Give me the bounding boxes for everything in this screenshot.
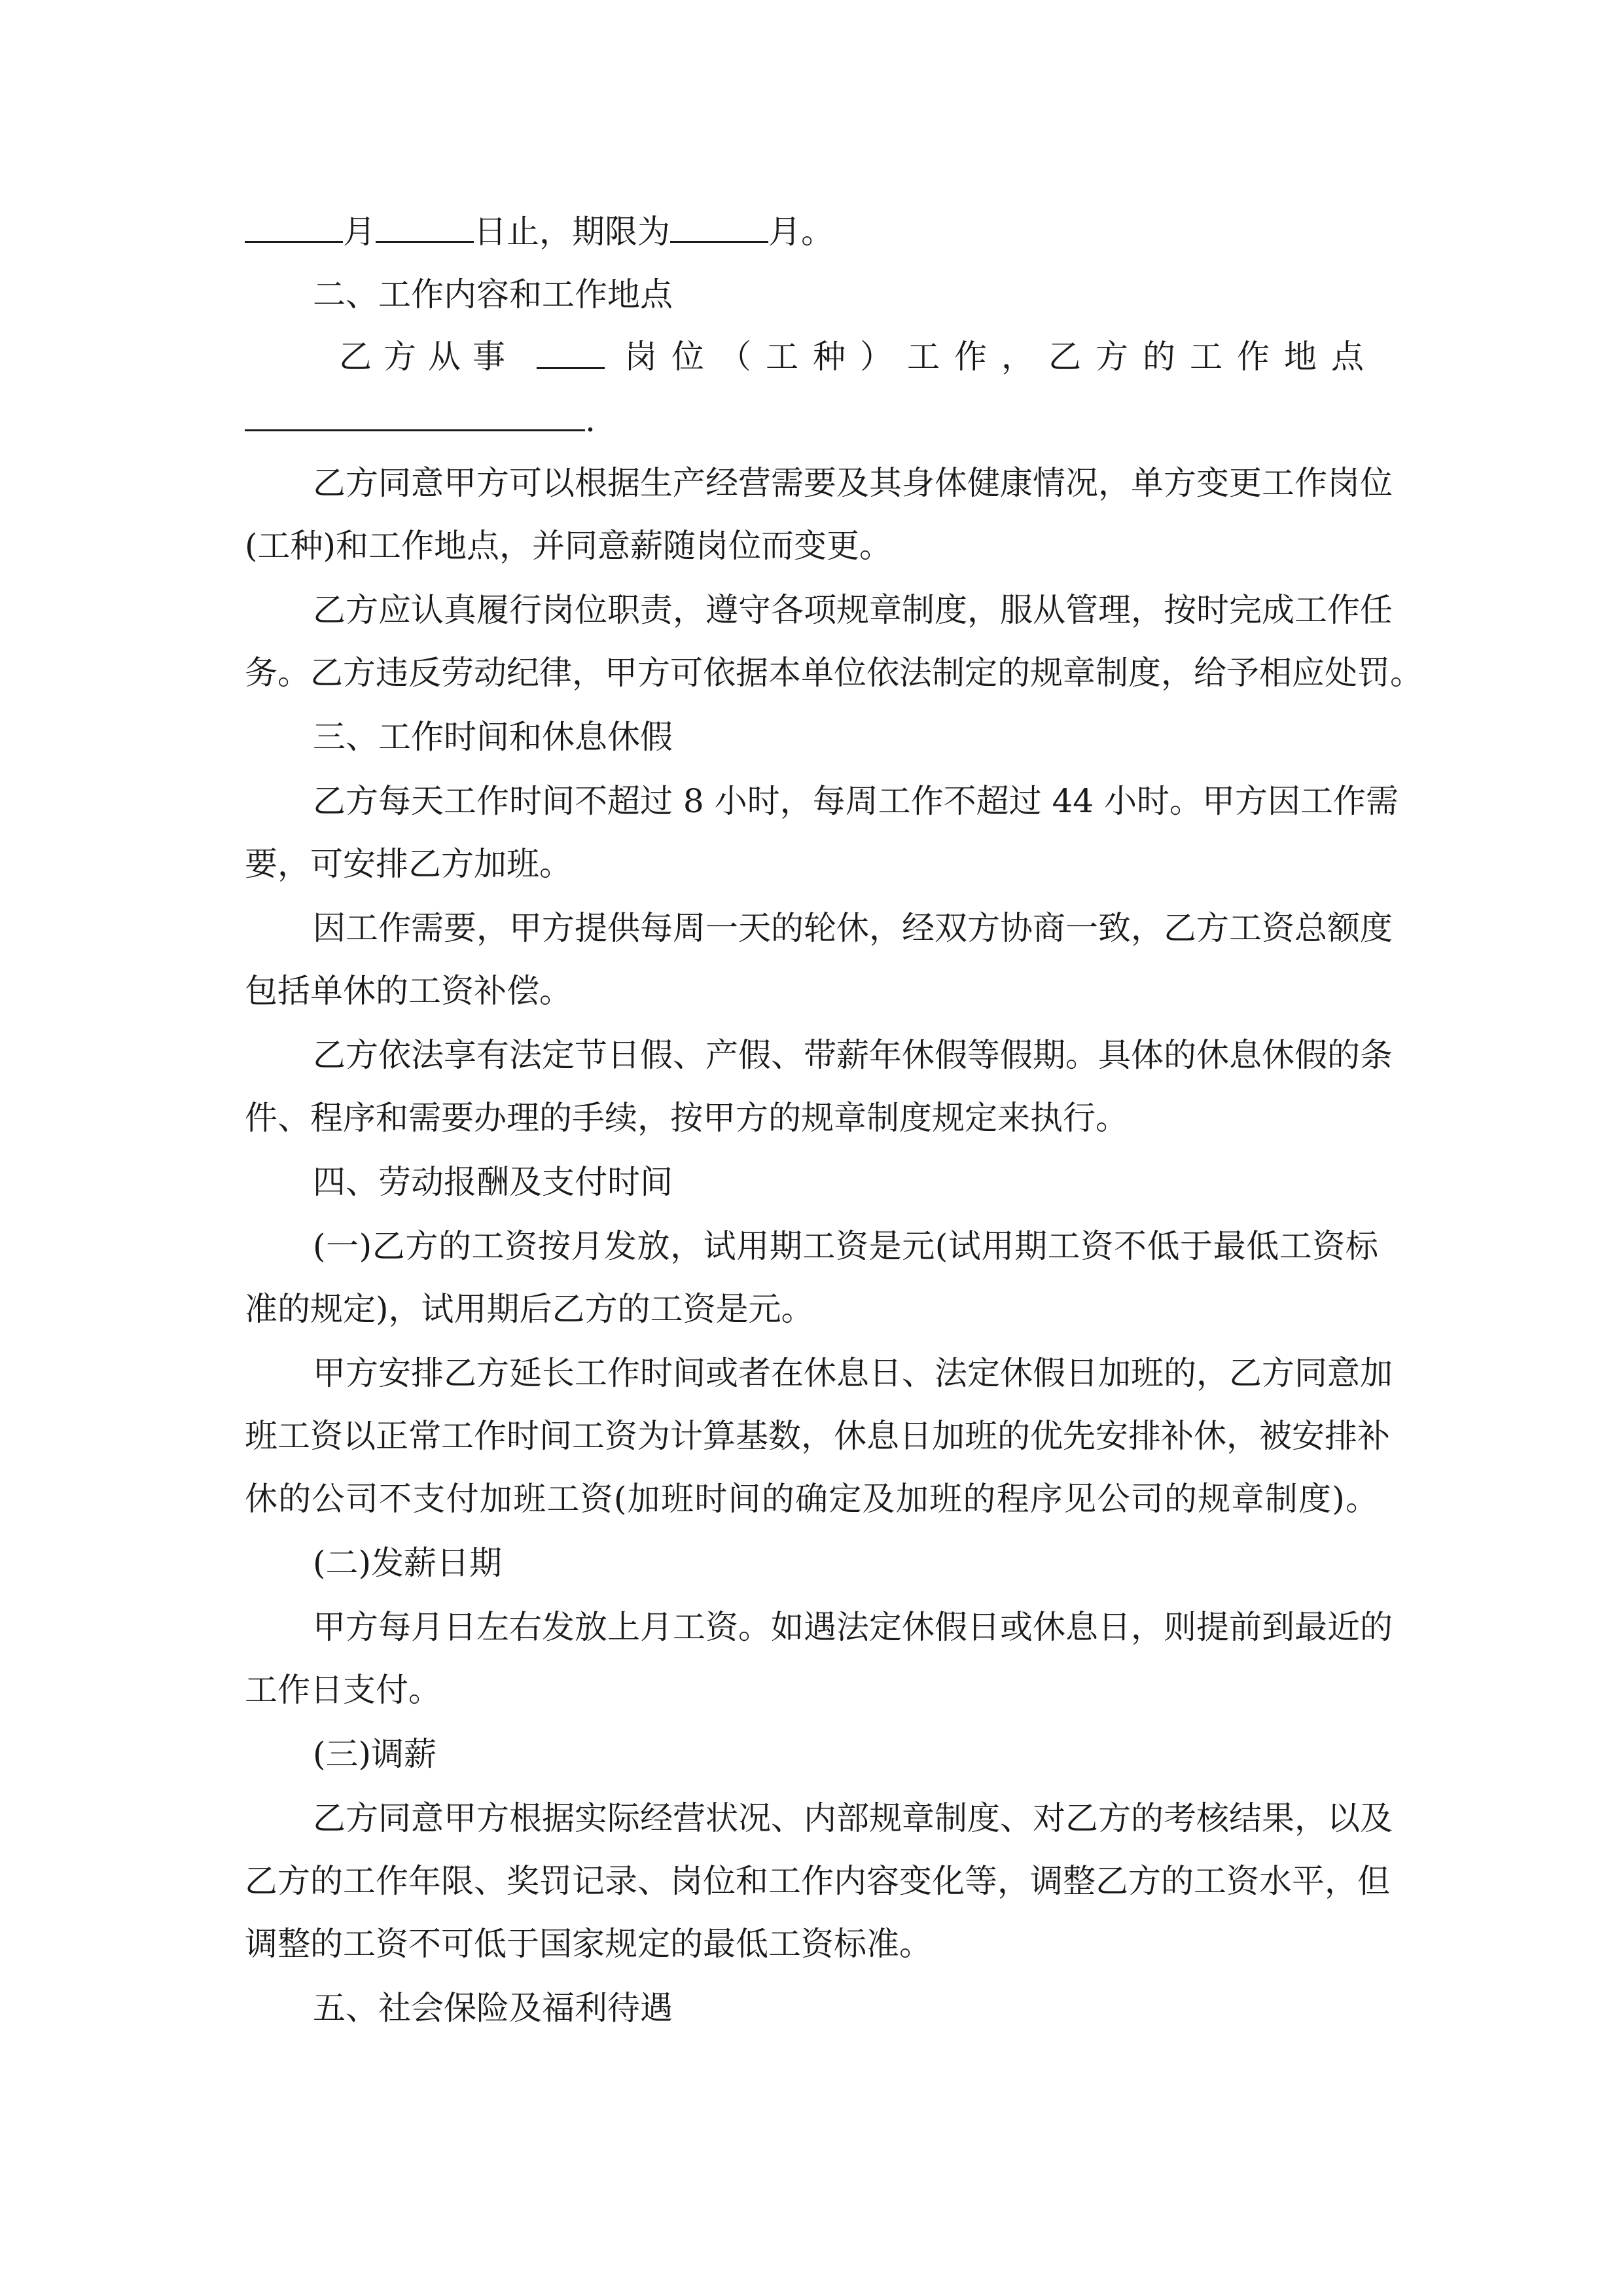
para-9-line-3: 调整的工资不可低于国家规定的最低工资标准。 (245, 1925, 932, 1963)
day-label: 日止，期限为 (474, 213, 670, 251)
job-position-line (339, 337, 1378, 376)
job-prefix: 乙方从事 (339, 338, 517, 376)
section-5-heading: 五、社会保险及福利待遇 (313, 1989, 673, 2027)
para-7-line-3: 休的公司不支付加班工资(加班时间的确定及加班的程序见公司的规章制度)。 (245, 1480, 1378, 1518)
para-4-line-1: 因工作需要，甲方提供每周一天的轮休，经双方协商一致，乙方工资总额度 (313, 909, 1393, 947)
section-3-heading: 三、工作时间和休息休假 (313, 718, 673, 756)
para-5-line-1: 乙方依法享有法定节日假、产假、带薪年休假等假期。具体的休息休假的条 (313, 1036, 1393, 1074)
job-suffix: 岗位（工种）工作，乙方的工作地点 (624, 338, 1378, 376)
para-3-line-2: 要，可安排乙方加班。 (245, 845, 572, 883)
para-4-line-2: 包括单休的工资补偿。 (245, 972, 572, 1010)
section-4-heading: 四、劳动报酬及支付时间 (313, 1163, 673, 1201)
work-place-blank (245, 399, 585, 431)
term-end-label: 月。 (768, 213, 834, 251)
para-5-line-2: 件、程序和需要办理的手续，按甲方的规章制度规定来执行。 (245, 1099, 1128, 1137)
para-6-line-1: (一)乙方的工资按月发放，试用期工资是元(试用期工资不低于最低工资标 (313, 1227, 1378, 1265)
para-7-line-1: 甲方安排乙方延长工作时间或者在休息日、法定休假日加班的，乙方同意加 (313, 1354, 1393, 1392)
work-place-line (245, 399, 1378, 439)
job-blank (537, 337, 605, 369)
term-line (245, 211, 1378, 250)
subsection-3-heading: (三)调薪 (313, 1735, 437, 1773)
para-8-line-2: 工作日支付。 (245, 1671, 441, 1709)
para-6-line-2: 准的规定)，试用期后乙方的工资是元。 (245, 1290, 814, 1328)
work-place-end: . (585, 401, 596, 439)
para-2-line-1: 乙方应认真履行岗位职责，遵守各项规章制度，服从管理，按时完成工作任 (313, 591, 1393, 629)
para-7-line-2: 班工资以正常工作时间工资为计算基数，休息日加班的优先安排补休，被安排补 (245, 1417, 1390, 1455)
year-blank (245, 211, 343, 243)
para-8-line-1: 甲方每月日左右发放上月工资。如遇法定休假日或休息日，则提前到最近的 (313, 1608, 1393, 1646)
term-months-blank (670, 211, 768, 243)
para-1-line-1: 乙方同意甲方可以根据生产经营需要及其身体健康情况，单方变更工作岗位 (313, 464, 1393, 502)
month-label: 月 (343, 213, 376, 251)
para-9-line-1: 乙方同意甲方根据实际经营状况、内部规章制度、对乙方的考核结果，以及 (313, 1799, 1393, 1837)
para-2-line-2: 务。乙方违反劳动纪律，甲方可依据本单位依法制定的规章制度，给予相应处罚。 (245, 654, 1423, 692)
day-blank (376, 211, 474, 243)
para-9-line-2: 乙方的工作年限、奖罚记录、岗位和工作内容变化等，调整乙方的工资水平，但 (245, 1862, 1390, 1900)
section-2-heading: 二、工作内容和工作地点 (313, 276, 673, 314)
subsection-2-heading: (二)发薪日期 (313, 1544, 503, 1582)
para-3-line-1: 乙方每天工作时间不超过 8 小时，每周工作不超过 44 小时。甲方因工作需 (313, 782, 1399, 820)
para-1-line-2: (工种)和工作地点，并同意薪随岗位而变更。 (245, 527, 893, 565)
